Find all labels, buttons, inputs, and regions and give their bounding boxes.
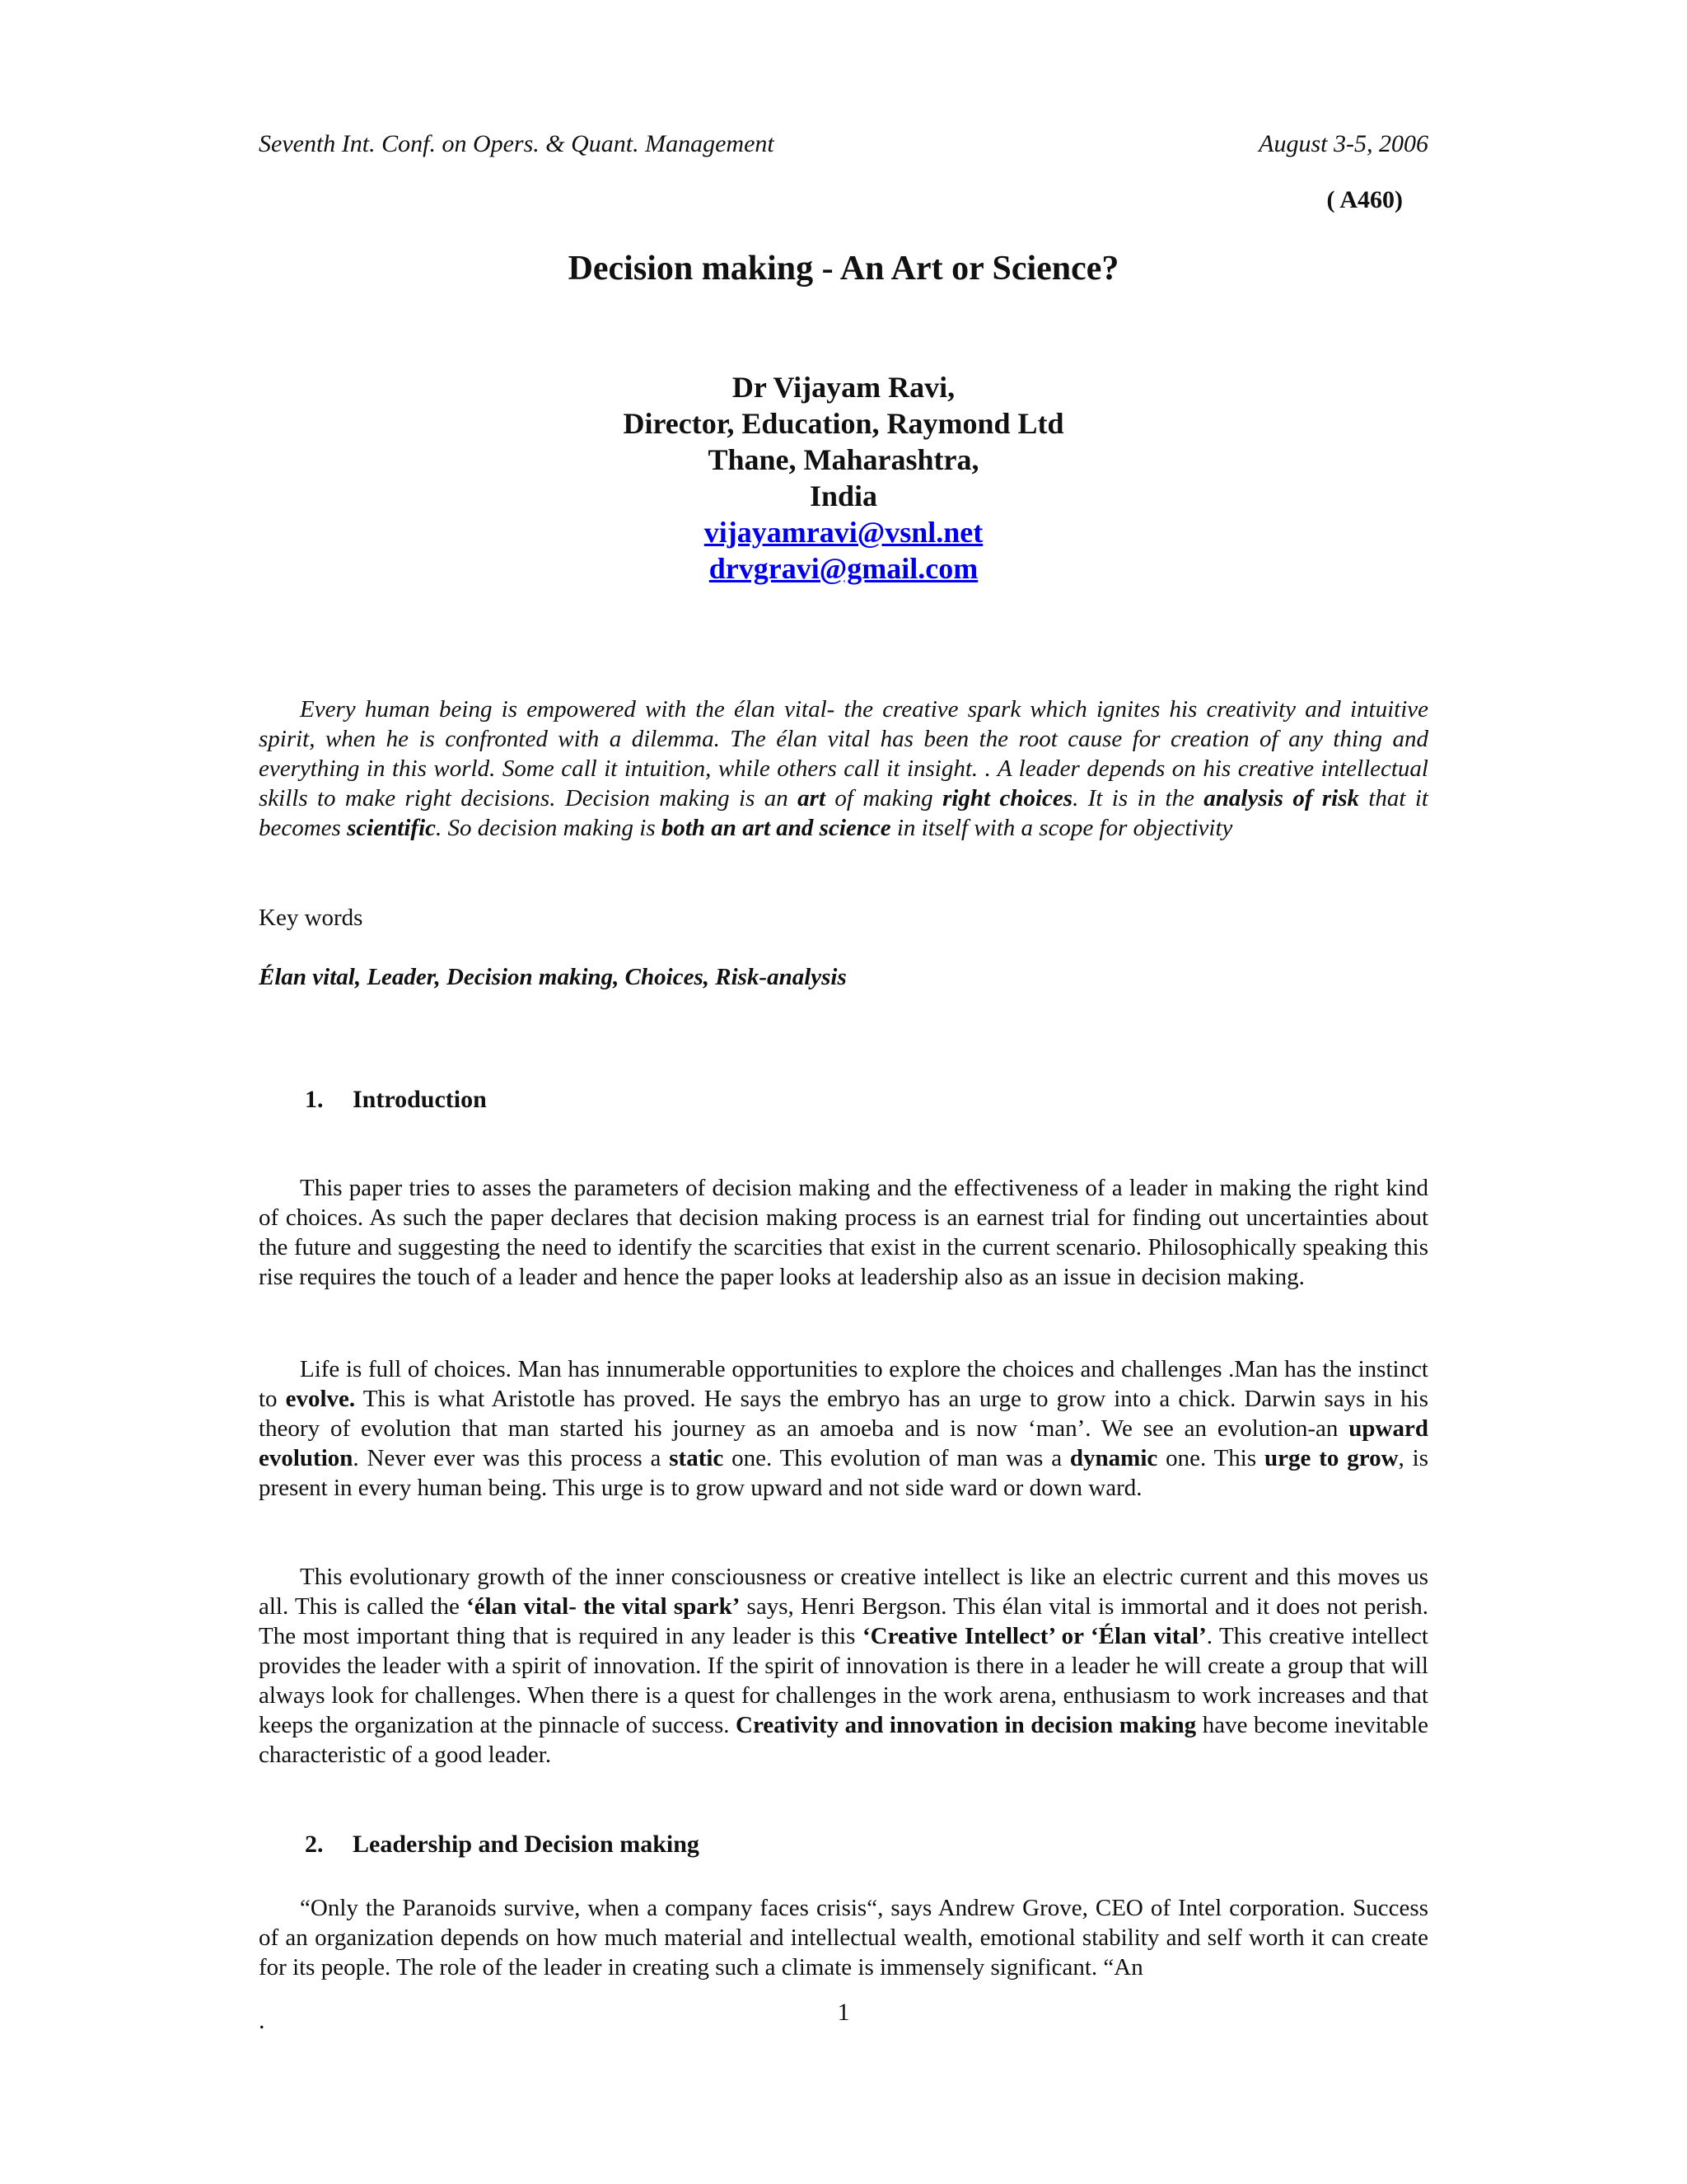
author-block: [0, 369, 1687, 587]
abstract-bold: art: [797, 785, 825, 811]
paragraph-text: says, Henri Bergson. This élan vital is immortal and it does not perish. The most important thing that is required in any leader is this: [259, 1593, 1428, 1649]
leadership-paragraph-1: “Only the Paranoids survive, when a company faces crisis“, says Andrew Grove, CEO of Intel corporation. Success of an organization depends on how much material and intellectual wealth, emotional stability and self worth it can create for its people. The role of the leader in creating such a climate is immensely significant. “An: [259, 1895, 1428, 1981]
abstract-text: . It is in the: [1072, 785, 1204, 811]
section-title: Introduction: [353, 1086, 487, 1113]
keywords-label: Key words: [259, 905, 363, 931]
author-city: Thane, Maharashtra,: [708, 443, 979, 476]
paragraph-bold: ‘élan vital- the vital spark’: [466, 1593, 741, 1620]
paragraph-bold: ‘Creative Intellect’ or ‘Élan vital’: [862, 1623, 1207, 1649]
keywords-list: Élan vital, Leader, Decision making, Choices, Risk-analysis: [259, 964, 847, 990]
page-number: 1: [837, 1999, 850, 2026]
abstract-bold: analysis of risk: [1203, 785, 1359, 811]
paper-title: Decision making - An Art or Science?: [568, 250, 1119, 288]
section-number: 2.: [305, 1831, 324, 1858]
paragraph-text: one. This: [1157, 1445, 1264, 1471]
abstract-bold: both an art and science: [661, 815, 891, 841]
intro-paragraph-1: This paper tries to asses the parameters of decision making and the effectiveness of a leader in making the right kind of choices. As such the paper declares that decision making process is an earnest trial for finding out uncertainties about the future and suggesting the need to identify the scarcities that exist in the current scenario. Philosophically speaking this rise requires the touch of a leader and hence the paper looks at leadership also as an issue in decision making.: [259, 1175, 1428, 1290]
intro-paragraph-3: [259, 1562, 1428, 1770]
footer-dot: .: [259, 2007, 265, 2034]
paragraph-text: This is what Aristotle has proved. He says the embryo has an urge to grow into a chick. Darwin says in his theory of evolution that man started his journey as an amoeba and is now ‘man’. We see an evolution-an: [259, 1386, 1428, 1442]
intro-paragraph-2: [259, 1354, 1428, 1503]
paragraph-text: one. This evolution of man was a: [723, 1445, 1070, 1471]
paper-id: ( A460): [1326, 186, 1403, 213]
paragraph-bold: static: [669, 1445, 724, 1471]
paragraph-bold: Creativity and innovation in decision making: [736, 1712, 1197, 1738]
paragraph-text: This evolutionary growth of the inner consciousness or creative intellect is like an electric current and this moves us all. This is called the: [259, 1564, 1428, 1620]
abstract-text: that it becomes: [259, 785, 1428, 841]
author-name: Dr Vijayam Ravi,: [731, 371, 956, 404]
section-heading-introduction: [305, 1086, 487, 1114]
author-country: India: [809, 479, 878, 512]
abstract-text: Every human being is empowered with the élan vital- the creative spark which ignites his creativity and intuitive spirit, when he is confronted with a dilemma. The élan vital has been the root cause for creation of any thing and everything in this world. Some call it intuition, while others call it insight. . A leader depends on his creative intellectual skills to make right decisions. Decision making is an: [259, 696, 1428, 811]
abstract-text: of making: [825, 785, 943, 811]
section-heading-leadership: [305, 1831, 699, 1859]
section-title: Leadership and Decision making: [353, 1831, 699, 1858]
abstract-text: in itself with a scope for objectivity: [890, 815, 1233, 841]
email-link-1[interactable]: vijayamravi@vsnl.net: [703, 516, 984, 549]
abstract: [259, 694, 1428, 843]
abstract-text: . So decision making is: [436, 815, 661, 841]
abstract-bold: scientific: [347, 815, 437, 841]
paragraph-text: . This creative intellect provides the leader with a spirit of innovation. If the spirit of innovation is there in a leader he will create a group that will always look for challenges. When there is a quest for challenges in the work arena, enthusiasm to work increases and that keeps the organization at the pinnacle of success.: [259, 1623, 1428, 1738]
author-position: Director, Education, Raymond Ltd: [623, 407, 1064, 440]
section-number: 1.: [305, 1086, 324, 1113]
conference-date: August 3-5, 2006: [1259, 130, 1428, 157]
paragraph-text: . Never ever was this process a: [353, 1445, 670, 1471]
paragraph-text: Life is full of choices. Man has innumerable opportunities to explore the choices and challenges .Man has the instinct to: [259, 1356, 1428, 1412]
paragraph-bold: dynamic: [1069, 1445, 1158, 1471]
paragraph-bold: evolve.: [285, 1386, 356, 1412]
paragraph-bold: upward evolution: [259, 1415, 1428, 1471]
abstract-bold: right choices: [942, 785, 1073, 811]
paragraph-text: , is present in every human being. This urge is to grow upward and not side ward or down ward.: [259, 1445, 1428, 1501]
paragraph-text: have become inevitable characteristic of a good leader.: [259, 1712, 1429, 1768]
email-link-2[interactable]: drvgravi@gmail.com: [708, 552, 979, 585]
paragraph-bold: urge to grow: [1264, 1445, 1399, 1471]
conference-name: Seventh Int. Conf. on Opers. & Quant. Management: [259, 130, 774, 157]
